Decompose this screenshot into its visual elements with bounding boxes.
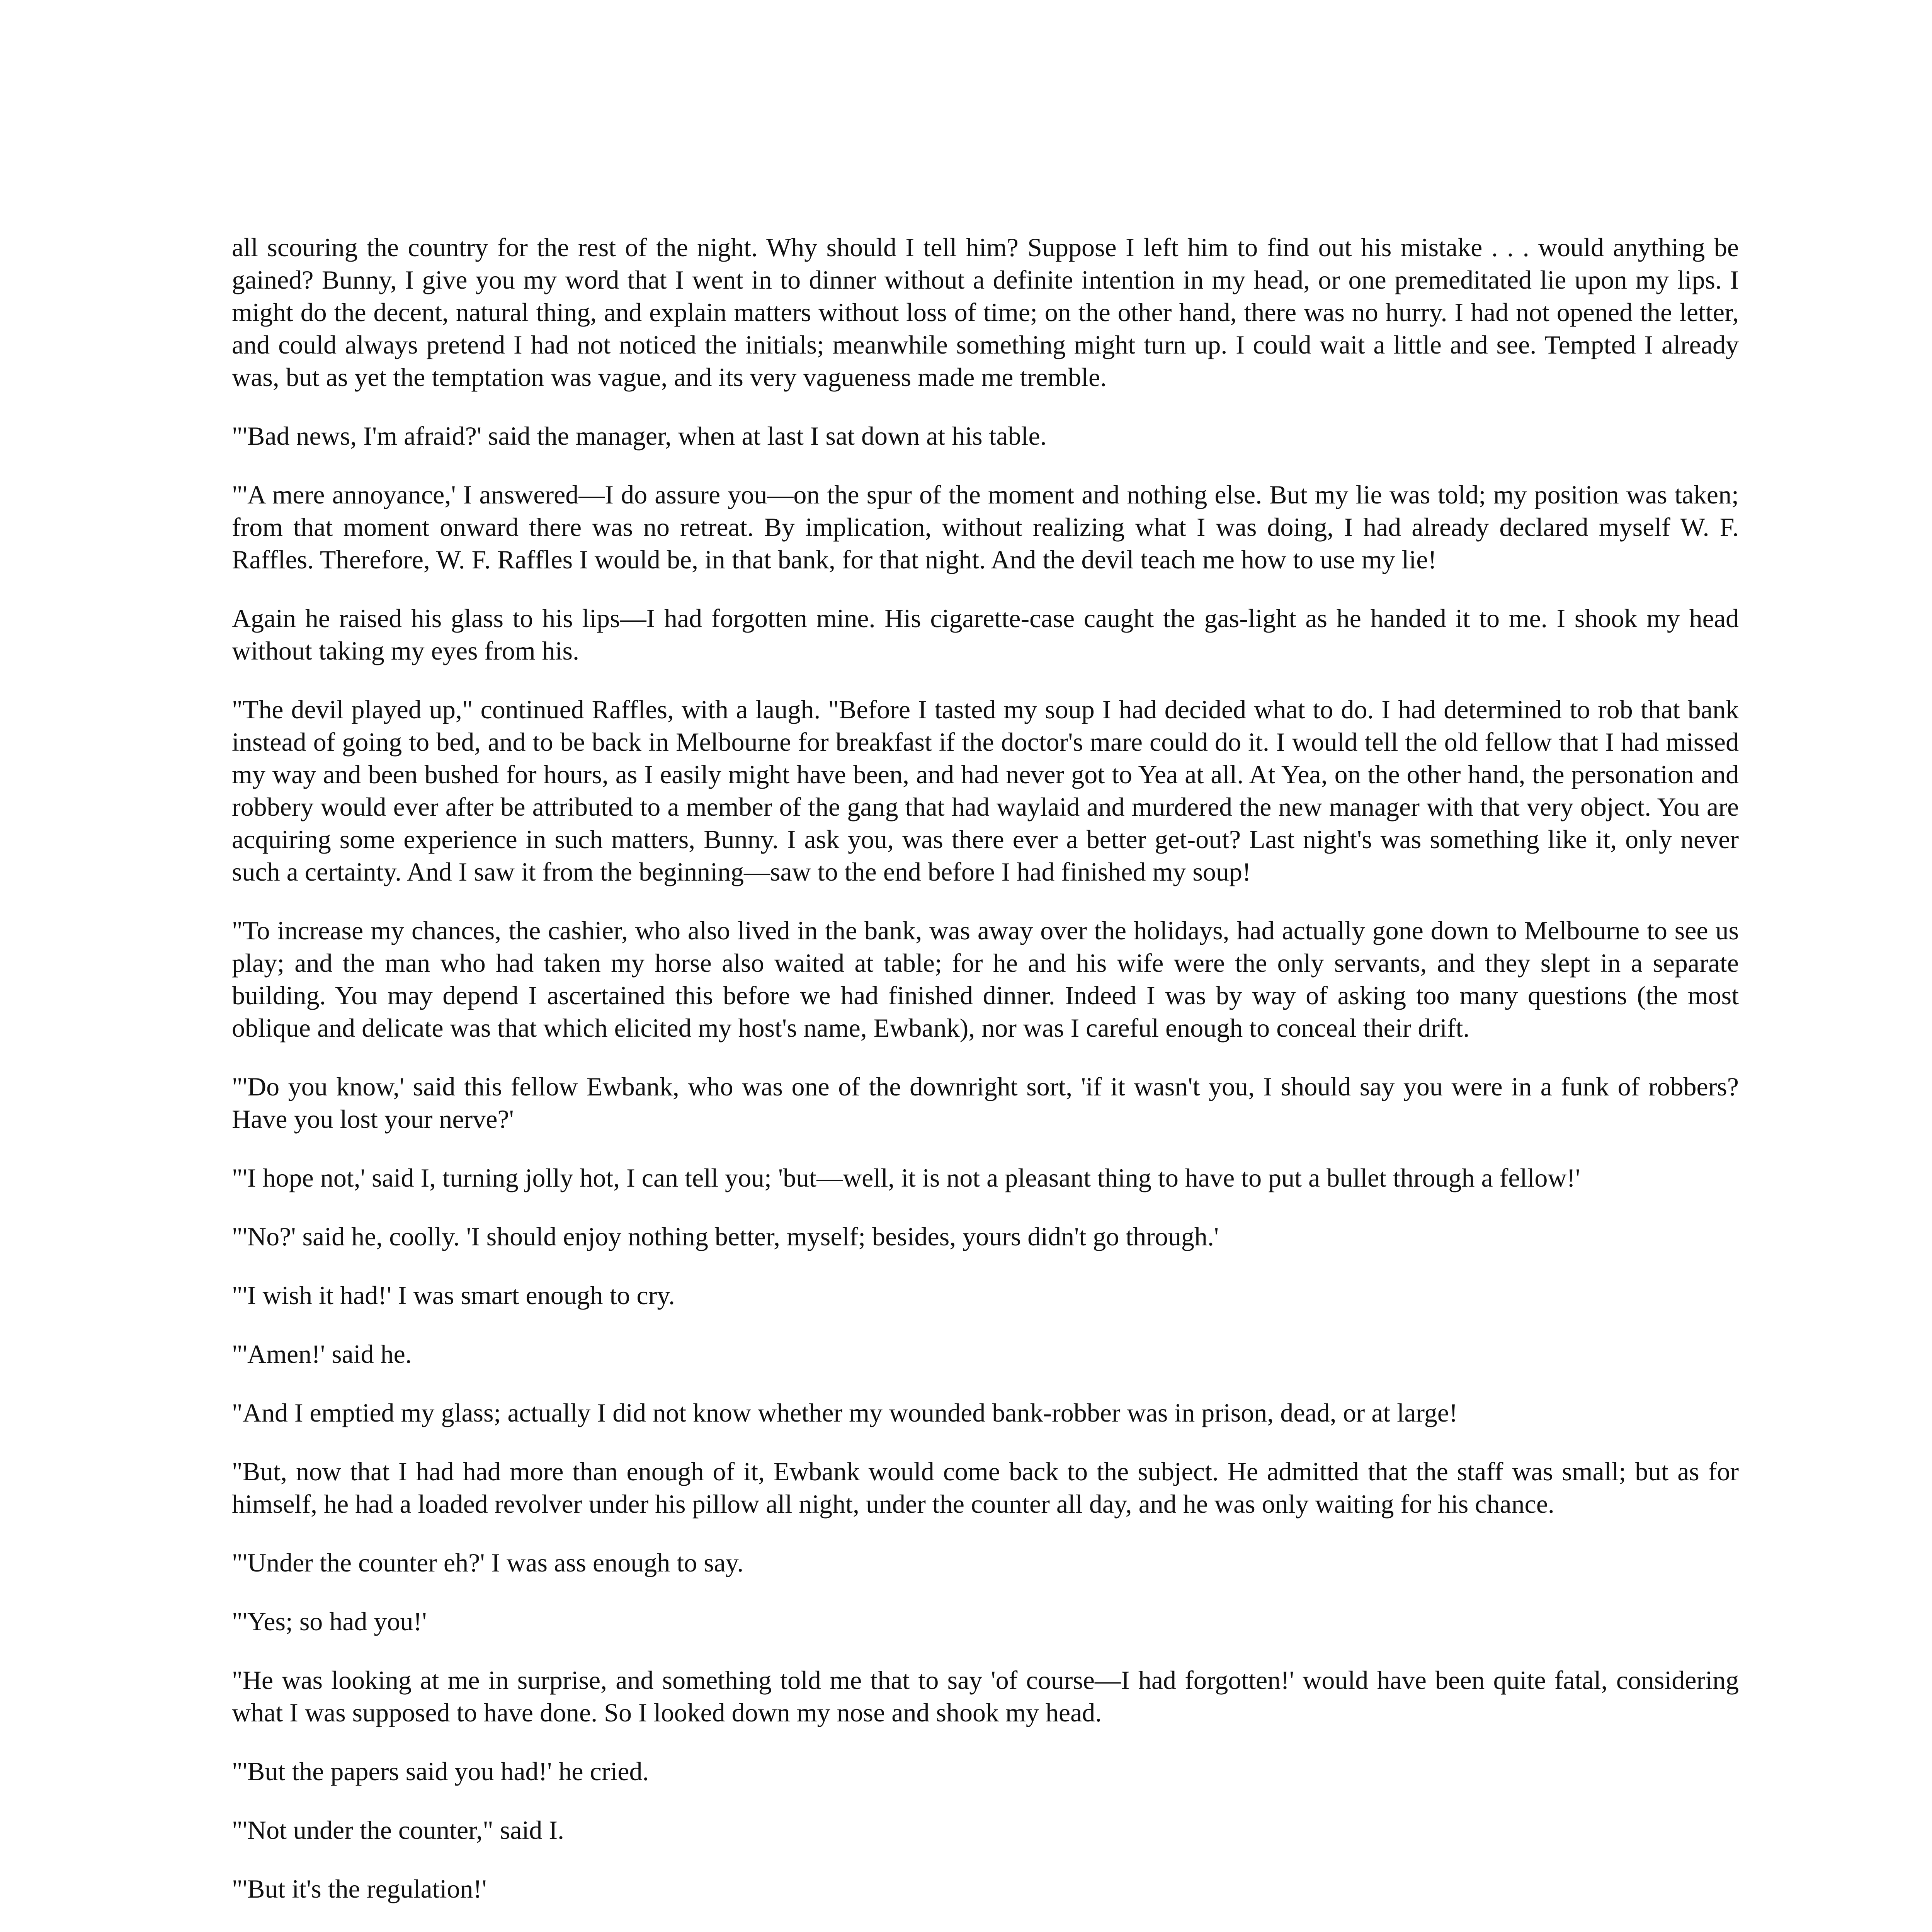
paragraph: "'A mere annoyance,' I answered—I do assure you—on the spur of the moment and nothing else. But my lie was told; my position was taken; from that moment onward there was no retreat. By implication, without realizing what I was doing, I had already declared myself W. F. Raffles. Therefore, W. F. Raffles I would be, in that bank, for that night. And the devil teach me how to use my lie! bbox=[232, 480, 1739, 574]
paragraph: "And I emptied my glass; actually I did not know whether my wounded bank-robber was in prison, dead, or at large! bbox=[232, 1398, 1458, 1427]
paragraph: "But, now that I had had more than enough of it, Ewbank would come back to the subject. He admitted that the staff was small; but as for himself, he had a loaded revolver under his pillow all night, under the counter all day, and he was only waiting for his chance. bbox=[232, 1457, 1739, 1519]
paragraph: "To increase my chances, the cashier, who also lived in the bank, was away over the holidays, had actually gone down to Melbourne to see us play; and the man who had taken my horse also waited at table; for he and his wife were the only servants, and they slept in a separate building. You may depend I ascertained this before we had finished dinner. Indeed I was by way of asking too many questions (the most oblique and delicate was that which elicited my host's name, Ewbank), nor was I careful enough to conceal their drift. bbox=[232, 916, 1739, 1043]
paragraph: "'I wish it had!' I was smart enough to cry. bbox=[232, 1281, 675, 1310]
paragraph: "'But the papers said you had!' he cried. bbox=[232, 1757, 649, 1786]
paragraph: "'Under the counter eh?' I was ass enough to say. bbox=[232, 1548, 744, 1577]
paragraph: Again he raised his glass to his lips—I had forgotten mine. His cigarette-case caught the gas-light as he handed it to me. I shook my head without taking my eyes from his. bbox=[232, 604, 1739, 665]
paragraph: "The devil played up," continued Raffles, with a laugh. "Before I tasted my soup I had decided what to do. I had determined to rob that bank instead of going to bed, and to be back in Melbourne for breakfast if the doctor's mare could do it. I would tell the old fellow that I had missed my way and been bushed for hours, as I easily might have been, and had never got to Yea at all. At Yea, on the other hand, the personation and robbery would ever after be attributed to a member of the gang that had waylaid and murdered the new manager with that very object. You are acquiring some experience in such matters, Bunny. I ask you, was there ever a better get-out? Last night's was something like it, only never such a certainty. And I saw it from the beginning—saw to the end before I had finished my soup! bbox=[232, 695, 1739, 886]
paragraph: all scouring the country for the rest of the night. Why should I tell him? Suppose I left him to find out his mistake . . . would anything be gained? Bunny, I give you my word that I went in to dinner without a definite intention in my head, or one premeditated lie upon my lips. I might do the decent, natural thing, and explain matters without loss of time; on the other hand, there was no hurry. I had not opened the letter, and could always pretend I had not noticed the initials; meanwhile something might turn up. I could wait a little and see. Tempted I already was, but as yet the temptation was vague, and its very vagueness made me tremble. bbox=[232, 233, 1739, 392]
paragraph: "'But it's the regulation!' bbox=[232, 1874, 487, 1903]
paragraph: "'Do you know,' said this fellow Ewbank, who was one of the downright sort, 'if it wasn't you, I should say you were in a funk of robbers? Have you lost your nerve?' bbox=[232, 1072, 1739, 1134]
paragraph: "'I hope not,' said I, turning jolly hot, I can tell you; 'but—well, it is not a pleasant thing to have to put a bullet through a fellow!' bbox=[232, 1163, 1580, 1192]
paragraph: "'Not under the counter," said I. bbox=[232, 1815, 565, 1845]
paragraph: "'Bad news, I'm afraid?' said the manager, when at last I sat down at his table. bbox=[232, 421, 1047, 451]
paragraph: "'No?' said he, coolly. 'I should enjoy nothing better, myself; besides, yours didn't go through.' bbox=[232, 1222, 1219, 1251]
paragraph: "'Yes; so had you!' bbox=[232, 1607, 427, 1636]
paragraph: "He was looking at me in surprise, and something told me that to say 'of course—I had forgotten!' would have been quite fatal, considering what I was supposed to have done. So I looked down my nose and shook my head. bbox=[232, 1665, 1739, 1727]
paragraph: "'Amen!' said he. bbox=[232, 1339, 412, 1369]
text-column bbox=[232, 231, 1739, 1932]
